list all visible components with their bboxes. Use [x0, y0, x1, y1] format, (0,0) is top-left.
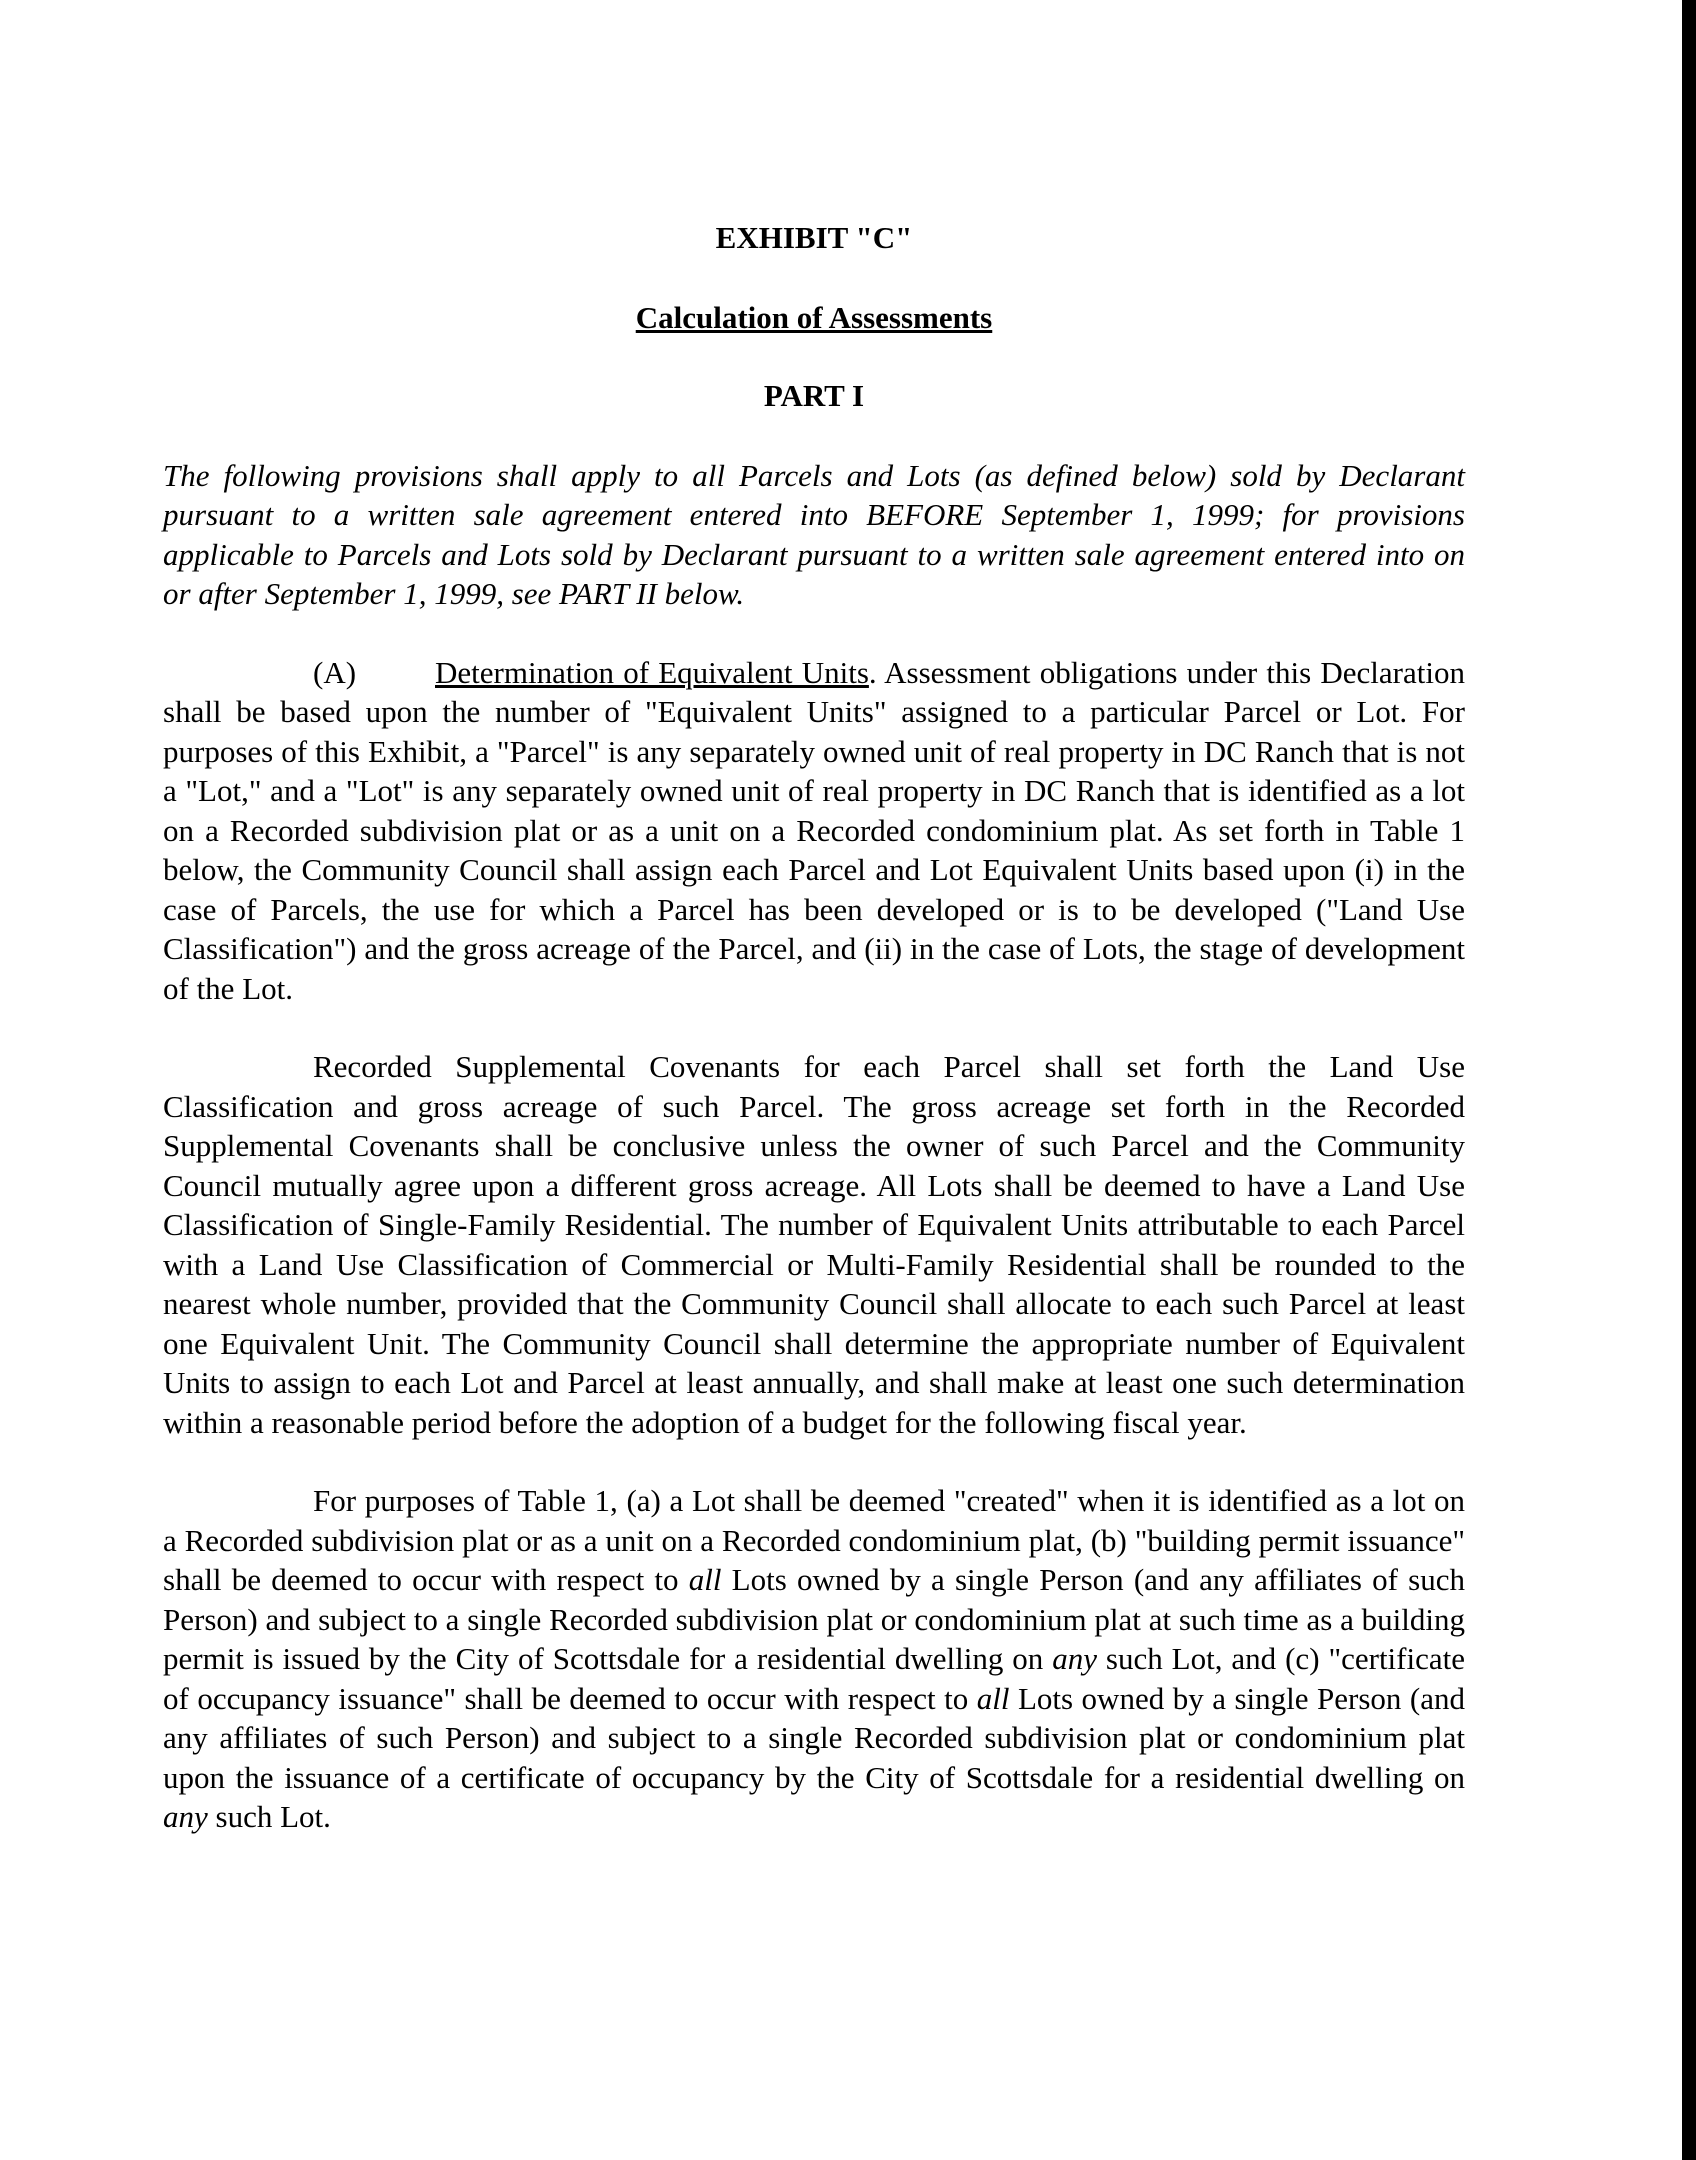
emphasis-any: any: [1052, 1641, 1097, 1676]
section-a-paragraph: [163, 653, 1465, 1009]
exhibit-subtitle: Calculation of Assessments: [635, 299, 993, 335]
supplemental-covenants-paragraph: Recorded Supplemental Covenants for each Parcel shall set forth the Land Use Classification and gross acreage of such Parcel. The gross acreage set forth in the Recorded Supplemental Covenants shall be conclusive unless the owner of such Parcel and the Community Council mutually agree upon a different gross acreage. All Lots shall be deemed to have a Land Use Classification of Single-Family Residential. The number of Equivalent Units attributable to each Parcel with a Land Use Classification of Commercial or Multi-Family Residential shall be rounded to the nearest whole number, provided that the Community Council shall allocate to each such Parcel at least one Equivalent Unit. The Community Council shall determine the appropriate number of Equivalent Units to assign to each Lot and Parcel at least annually, and shall make at least one such determination within a reasonable period before the adoption of a budget for the following fiscal year.: [163, 1049, 1465, 1440]
text-segment: Lots owned by a single Person (and any affiliates of such Person) and subject to a single Recorded subdivision plat or condominium plat at such time as a building permit is issued by the City of Scottsdale for a residential dwelling on: [163, 1562, 1465, 1676]
section-a-label: (A): [313, 654, 357, 690]
intro-paragraph: The following provisions shall apply to all Parcels and Lots (as defined below) sold by Declarant pursuant to a written sale agreement entered into BEFORE September 1, 1999; for provisions applicable to Parcels and Lots sold by Declarant pursuant to a written sale agreement entered into on or after September 1, 1999, see PART II below.: [163, 457, 1465, 611]
table-1-definitions-paragraph: [163, 1481, 1465, 1837]
emphasis-all: all: [688, 1562, 722, 1597]
document-page: [163, 218, 1465, 1876]
section-a-body: . Assessment obligations under this Declaration shall be based upon the number of "Equivalent Units" assigned to a particular Parcel or Lot. For purposes of this Exhibit, a "Parcel" is any separately owned unit of real property in DC Ranch that is not a "Lot," and a "Lot" is any separately owned unit of real property in DC Ranch that is identified as a lot on a Recorded subdivision plat or as a unit on a Recorded condominium plat. As set forth in Table 1 below, the Community Council shall assign each Parcel and Lot Equivalent Units based upon (i) in the case of Parcels, the use for which a Parcel has been developed or is to be developed ("Land Use Classification") and the gross acreage of the Parcel, and (ii) in the case of Lots, the stage of development of the Lot.: [163, 654, 1465, 1006]
scan-edge-shadow: [1682, 0, 1696, 2160]
emphasis-any: any: [163, 1799, 208, 1834]
emphasis-all: all: [976, 1680, 1010, 1716]
text-segment: such Lot.: [207, 1799, 331, 1834]
text-segment: such Lot, and (c) "certificate of occupancy issuance" shall be deemed to occur with respect to: [163, 1641, 1465, 1716]
text-segment: For purposes of Table 1, (a) a Lot shall be deemed "created" when it is identified as a lot on a Recorded subdivision plat or as a unit on a Recorded condominium plat, (b) "building permit issuance" shall be deemed to occur with respect to: [163, 1483, 1465, 1597]
text-segment: Lots owned by a single Person (and any affiliates of such Person) and subject to a single Recorded subdivision plat or condominium plat upon the issuance of a certificate of occupancy by the City of Scottsdale for a residential dwelling on: [163, 1680, 1465, 1795]
exhibit-title: EXHIBIT "C": [715, 220, 913, 255]
part-title: PART I: [763, 378, 865, 413]
section-a-title: Determination of Equivalent Units: [435, 654, 869, 690]
